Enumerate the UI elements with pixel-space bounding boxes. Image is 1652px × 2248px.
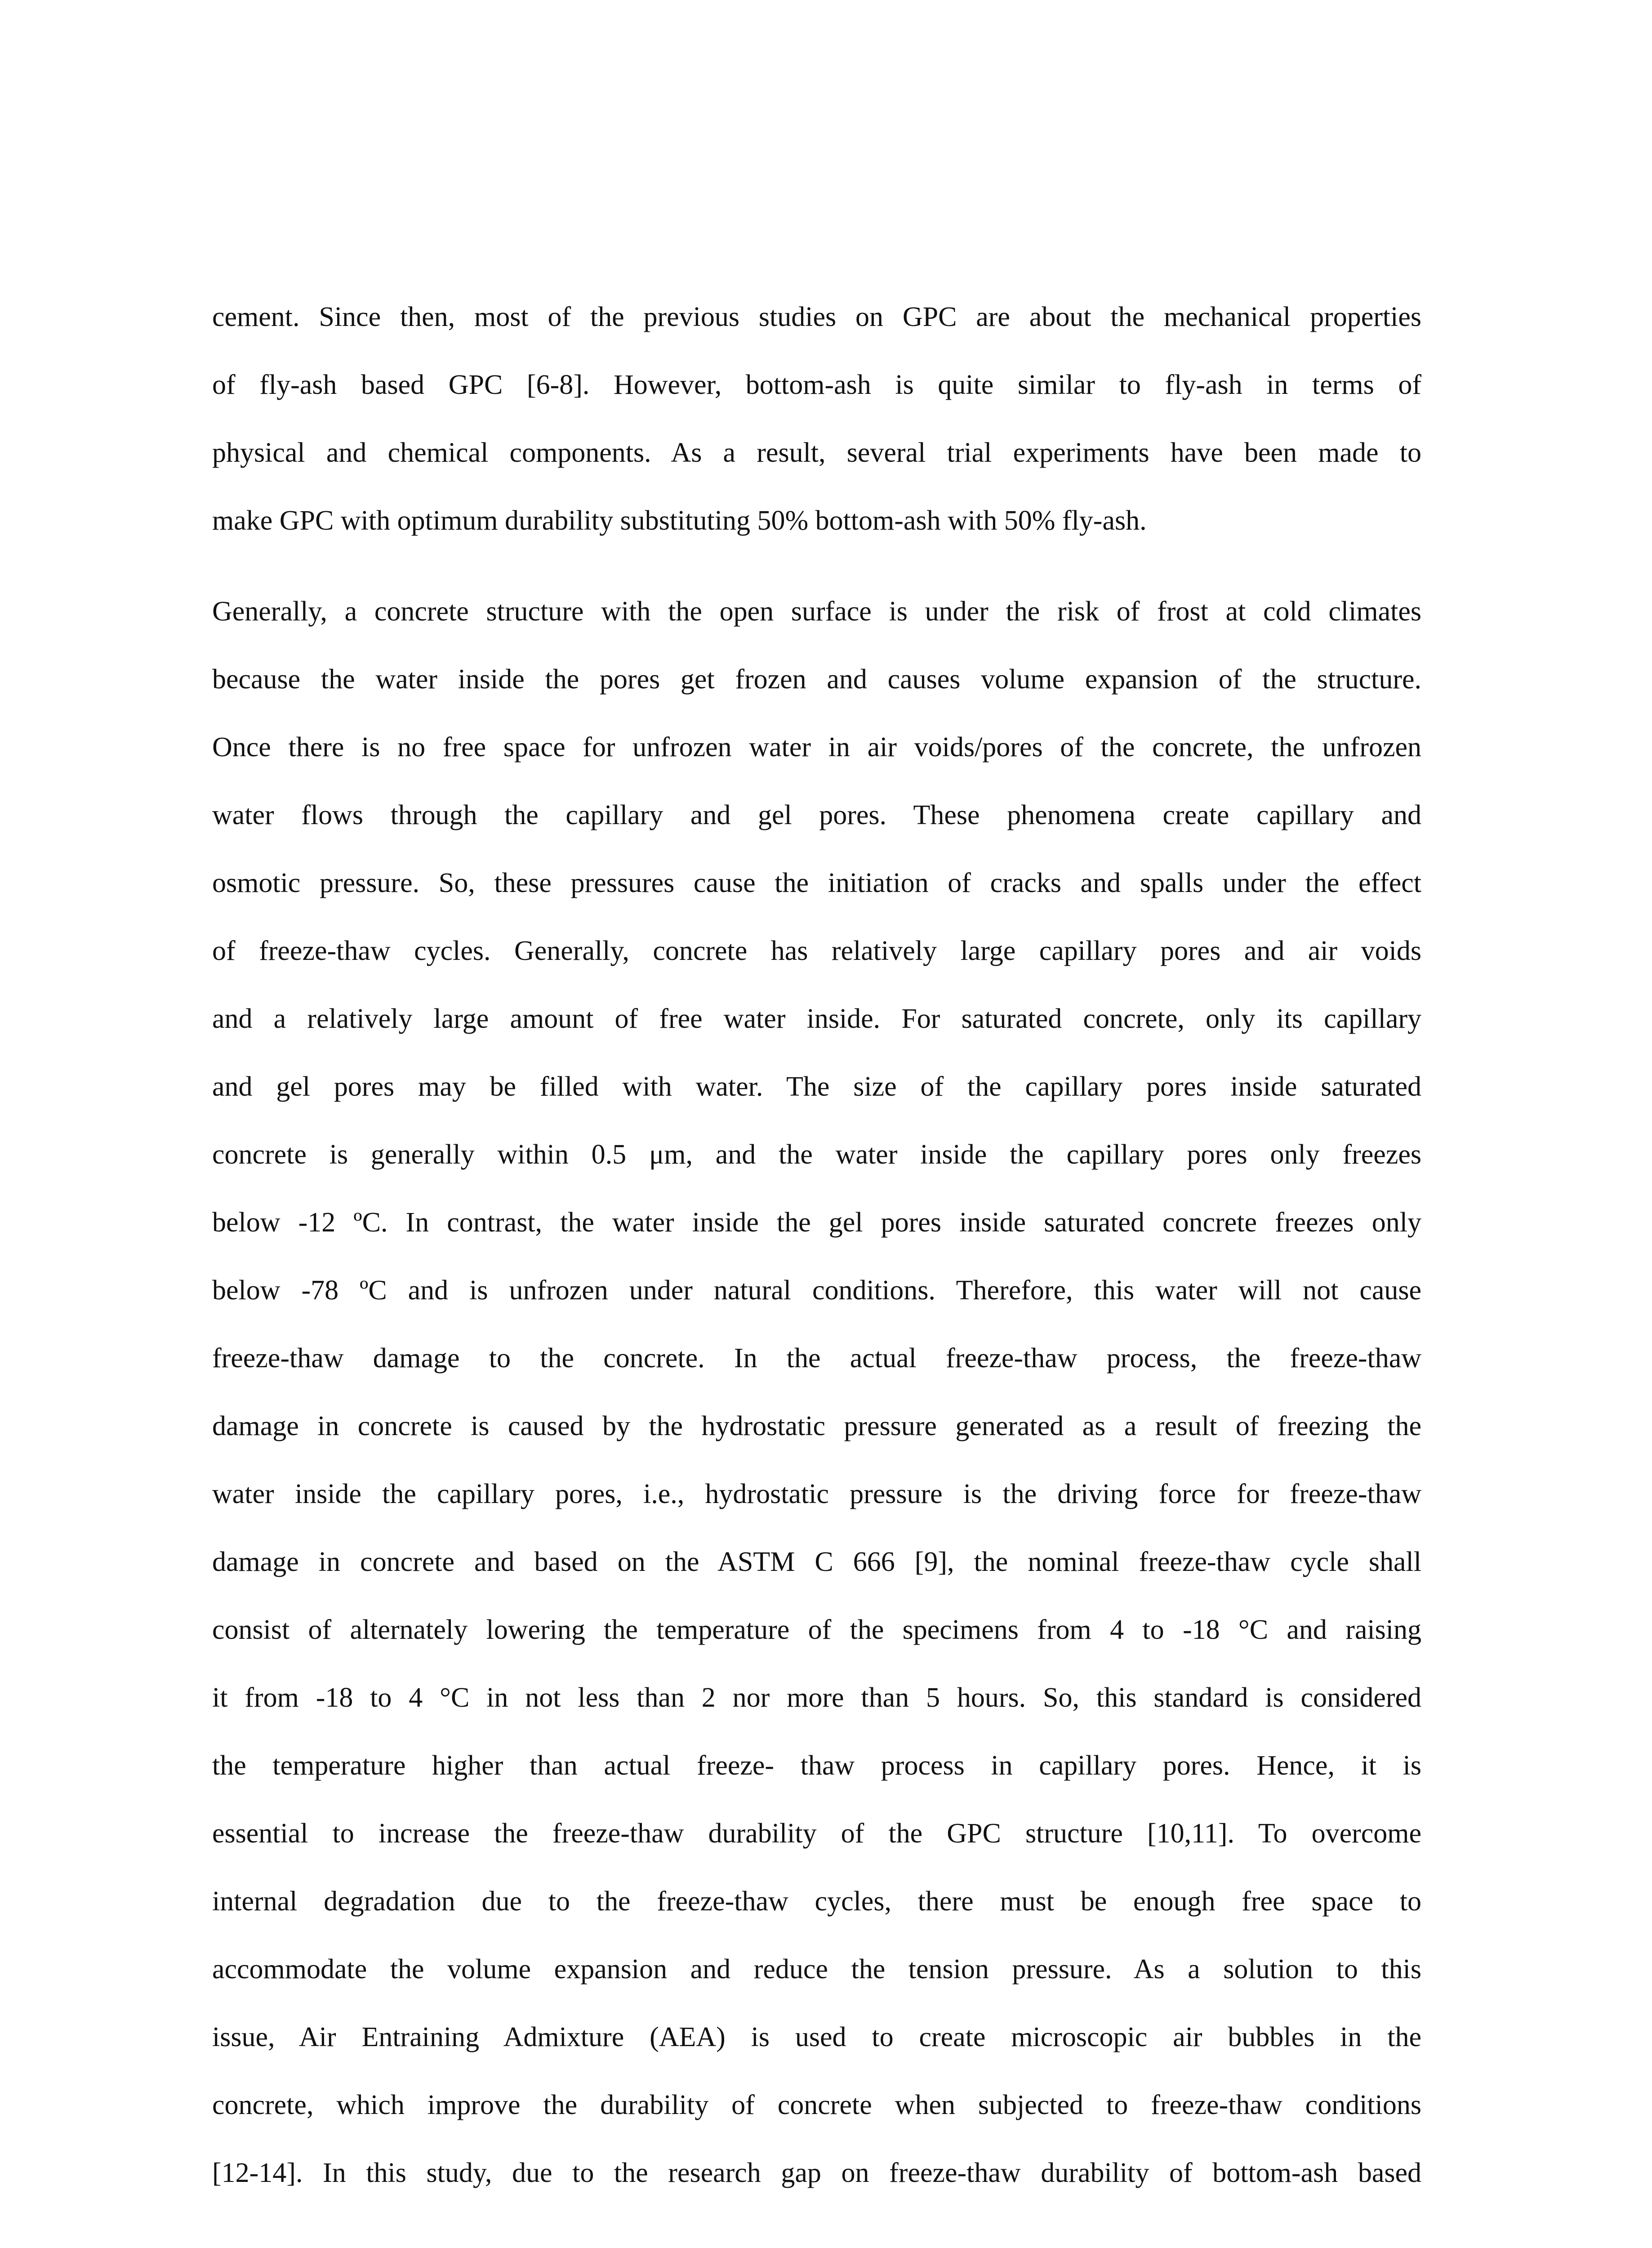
text-line: because the water inside the pores get frozen and causes volume expansion of the structure. [212, 664, 1421, 695]
text-line: damage in concrete is caused by the hydrostatic pressure generated as a result of freezing the [212, 1411, 1421, 1441]
text-line: [12-14]. In this study, due to the research gap on freeze-thaw durability of bottom-ash based [212, 2158, 1421, 2188]
text-line: physical and chemical components. As a result, several trial experiments have been made to [212, 437, 1421, 468]
text-line: of fly-ash based GPC [6-8]. However, bottom-ash is quite similar to fly-ash in terms of [212, 370, 1421, 400]
text-line: and gel pores may be filled with water. The size of the capillary pores inside saturated [212, 1071, 1421, 1102]
text-line: internal degradation due to the freeze-thaw cycles, there must be enough free space to [212, 1886, 1421, 1917]
text-line: make GPC with optimum durability substituting 50% bottom-ash with 50% fly-ash. [212, 505, 1147, 536]
text-line: it from -18 to 4 °C in not less than 2 nor more than 5 hours. So, this standard is considered [212, 1682, 1421, 1713]
text-line: issue, Air Entraining Admixture (AEA) is used to create microscopic air bubbles in the [212, 2022, 1421, 2052]
text-line: concrete, which improve the durability of concrete when subjected to freeze-thaw conditions [212, 2090, 1421, 2120]
text-line: the temperature higher than actual freeze- thaw process in capillary pores. Hence, it is [212, 1750, 1421, 1781]
paragraph-2 [212, 578, 1421, 2207]
text-line: concrete is generally within 0.5 μm, and the water inside the capillary pores only freezes [212, 1139, 1421, 1170]
paragraph-1 [212, 283, 1421, 555]
text-line: Generally, a concrete structure with the open surface is under the risk of frost at cold climates [212, 596, 1421, 627]
text-line: cement. Since then, most of the previous studies on GPC are about the mechanical properties [212, 302, 1421, 332]
text-line: essential to increase the freeze-thaw durability of the GPC structure [10,11]. To overcome [212, 1818, 1421, 1849]
text-line: freeze-thaw damage to the concrete. In the actual freeze-thaw process, the freeze-thaw [212, 1343, 1421, 1374]
text-line: water flows through the capillary and gel pores. These phenomena create capillary and [212, 800, 1421, 830]
text-line: of freeze-thaw cycles. Generally, concrete has relatively large capillary pores and air voids [212, 936, 1421, 966]
text-line: water inside the capillary pores, i.e., hydrostatic pressure is the driving force for freeze-thaw [212, 1479, 1421, 1509]
text-line: osmotic pressure. So, these pressures cause the initiation of cracks and spalls under the effect [212, 868, 1421, 898]
text-line: and a relatively large amount of free water inside. For saturated concrete, only its capillary [212, 1004, 1421, 1034]
text-line: below -12 ºC. In contrast, the water inside the gel pores inside saturated concrete freezes only [212, 1207, 1421, 1238]
text-line: damage in concrete and based on the ASTM C 666 [9], the nominal freeze-thaw cycle shall [212, 1547, 1421, 1577]
text-line: Once there is no free space for unfrozen water in air voids/pores of the concrete, the unfrozen [212, 732, 1421, 763]
text-line: below -78 ºC and is unfrozen under natural conditions. Therefore, this water will not cause [212, 1275, 1421, 1306]
text-line: consist of alternately lowering the temperature of the specimens from 4 to -18 °C and raising [212, 1615, 1421, 1645]
text-line: accommodate the volume expansion and reduce the tension pressure. As a solution to this [212, 1954, 1421, 1985]
